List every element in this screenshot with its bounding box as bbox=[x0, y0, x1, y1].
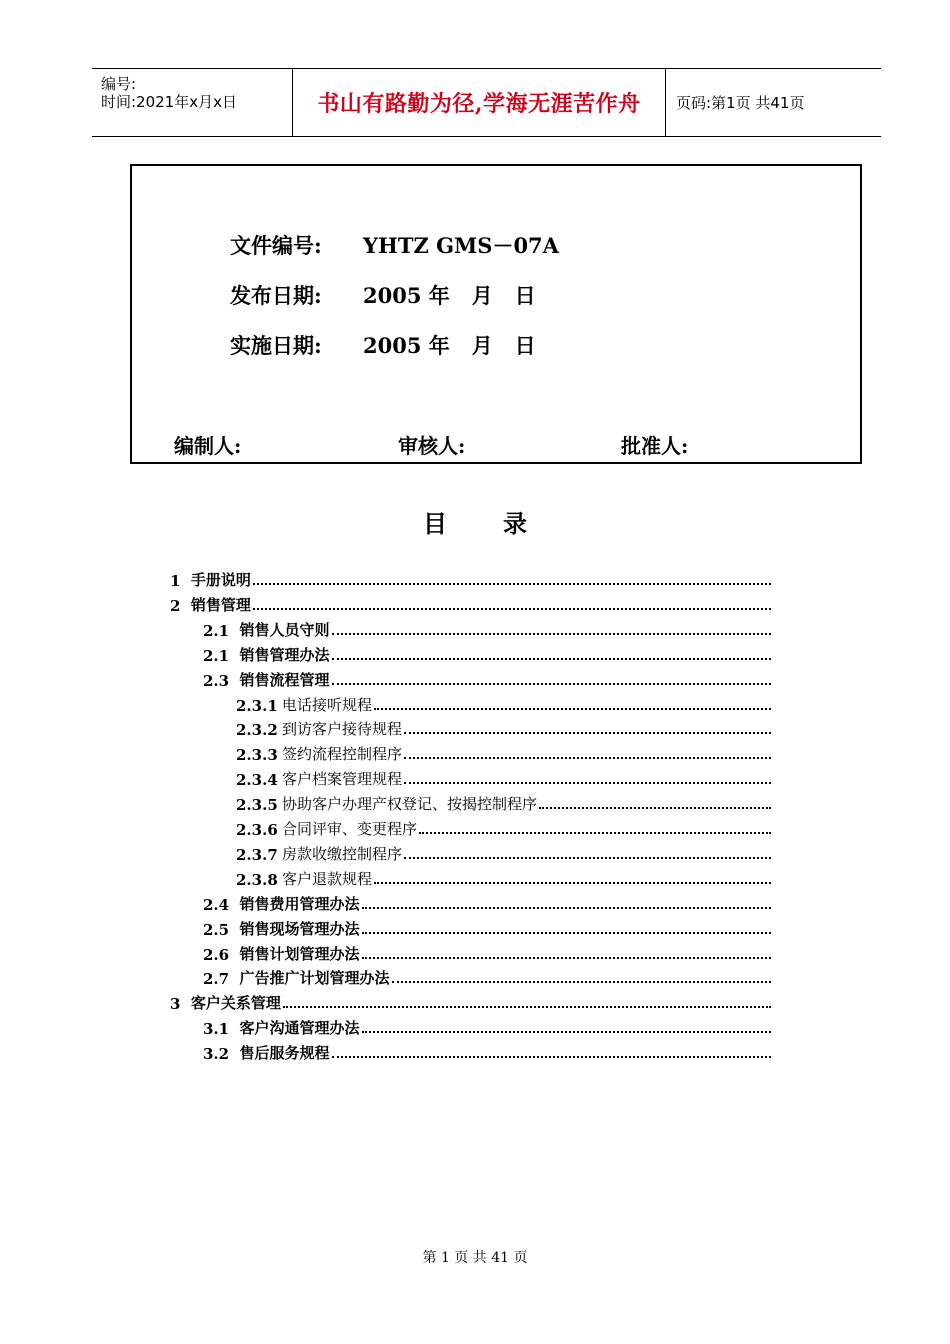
header-meta bbox=[92, 69, 293, 136]
toc-entry-number: 2.3.8 bbox=[236, 870, 278, 889]
toc-entry-title: 销售费用管理办法 bbox=[239, 894, 360, 913]
toc-dot-leader bbox=[392, 981, 771, 983]
toc-entry-title: 合同评审、变更程序 bbox=[282, 820, 418, 838]
toc-dot-leader bbox=[362, 1031, 771, 1033]
reviewer-label: 审核人: bbox=[398, 434, 466, 458]
toc-entry-title: 房款收缴控制程序 bbox=[282, 844, 403, 863]
toc-entry[interactable] bbox=[236, 867, 771, 889]
toc-dot-leader bbox=[283, 1006, 771, 1008]
header-page-info: 页码:第1页 共41页 bbox=[676, 94, 805, 112]
toc-dot-leader bbox=[419, 832, 771, 834]
approver-label: 批准人: bbox=[621, 434, 689, 458]
toc-dot-leader bbox=[332, 658, 771, 660]
toc-dot-leader bbox=[362, 957, 771, 959]
toc-entry-number: 2.3.2 bbox=[236, 721, 278, 740]
toc-entry[interactable] bbox=[236, 717, 771, 739]
header-time: 时间:2021年x月x日 bbox=[101, 93, 237, 111]
toc-entry-number: 2.6 bbox=[203, 945, 240, 964]
toc-dot-leader bbox=[374, 882, 771, 884]
toc-entry[interactable] bbox=[203, 668, 771, 690]
toc-entry-title: 到访客户接待规程 bbox=[282, 720, 403, 739]
toc-entry-number: 2.3.3 bbox=[236, 746, 278, 765]
header-motto: 书山有路勤为径,学海无涯苦作舟 bbox=[317, 91, 641, 117]
toc-entry[interactable] bbox=[203, 917, 771, 939]
header-number-label: 编号: bbox=[101, 75, 137, 93]
page-footer: 第 1 页 共 41 页 bbox=[422, 1250, 528, 1266]
toc-entry-title: 销售流程管理 bbox=[239, 670, 330, 689]
document-info-box bbox=[130, 164, 862, 464]
toc-entry-number: 1 bbox=[170, 572, 191, 590]
toc-entry[interactable] bbox=[170, 568, 771, 590]
toc-dot-leader bbox=[332, 1056, 771, 1058]
toc-entry-title: 广告推广计划管理办法 bbox=[239, 969, 390, 988]
toc-entry-number: 3 bbox=[170, 995, 191, 1014]
toc-entry-number: 2.3.6 bbox=[236, 821, 278, 839]
toc-entry[interactable] bbox=[203, 1016, 771, 1038]
toc-entry-number: 2.3.5 bbox=[236, 796, 278, 815]
toc-entry-title: 客户沟通管理办法 bbox=[239, 1019, 360, 1038]
toc-entry-title: 销售计划管理办法 bbox=[239, 944, 360, 963]
toc-entry-title: 销售人员守则 bbox=[239, 620, 330, 639]
toc-entry-title: 手册说明 bbox=[190, 571, 251, 589]
toc-entry-title: 销售现场管理办法 bbox=[239, 919, 360, 938]
toc-dot-leader bbox=[539, 807, 771, 809]
toc-entry-number: 3.2 bbox=[203, 1045, 240, 1064]
release-date-label: 发布日期: bbox=[230, 283, 322, 308]
toc-entry-number: 2.3.7 bbox=[236, 845, 278, 864]
toc-entry-title: 签约流程控制程序 bbox=[282, 745, 403, 764]
toc-entry[interactable] bbox=[203, 892, 771, 914]
toc-dot-leader bbox=[404, 782, 771, 784]
toc-entry-title: 客户退款规程 bbox=[282, 869, 373, 888]
toc-entry[interactable] bbox=[236, 842, 771, 864]
toc-dot-leader bbox=[404, 732, 771, 734]
toc-dot-leader bbox=[404, 857, 771, 859]
doc-number-value: YHTZ GMS－07A bbox=[363, 233, 559, 258]
toc-entry-title: 电话接听规程 bbox=[282, 695, 373, 714]
toc-entry-title: 客户档案管理规程 bbox=[282, 770, 403, 789]
toc-dot-leader bbox=[404, 757, 771, 759]
toc-dot-leader bbox=[332, 683, 771, 685]
toc-entry-title: 销售管理 bbox=[190, 595, 251, 614]
toc-entry[interactable] bbox=[170, 593, 771, 615]
toc-entry-number: 2.3.1 bbox=[236, 696, 278, 715]
compiler-label: 编制人: bbox=[174, 434, 242, 458]
effective-date-value: 2005 年 月 日 bbox=[363, 333, 536, 358]
toc-dot-leader bbox=[332, 633, 771, 635]
toc-entry-title: 客户关系管理 bbox=[190, 994, 281, 1013]
toc-entry-number: 2 bbox=[170, 596, 191, 615]
toc-entry-number: 2.3 bbox=[203, 671, 240, 690]
toc-dot-leader bbox=[253, 608, 771, 610]
doc-number-row bbox=[230, 230, 559, 260]
toc-dot-leader bbox=[362, 907, 771, 909]
effective-date-label: 实施日期: bbox=[230, 333, 322, 358]
toc-title: 目录 bbox=[423, 509, 583, 538]
toc-entry[interactable] bbox=[203, 618, 771, 640]
release-date-row bbox=[230, 280, 536, 310]
toc-entry[interactable] bbox=[203, 942, 771, 964]
effective-date-row bbox=[230, 330, 536, 360]
toc-entry[interactable] bbox=[203, 966, 771, 988]
toc-dot-leader bbox=[362, 932, 771, 934]
doc-number-label: 文件编号: bbox=[230, 233, 322, 258]
toc-entry[interactable] bbox=[170, 991, 771, 1013]
toc-entry-number: 2.4 bbox=[203, 895, 240, 914]
release-date-value: 2005 年 月 日 bbox=[363, 283, 536, 308]
toc-entry[interactable] bbox=[203, 643, 771, 665]
toc-entry-number: 2.1 bbox=[203, 621, 240, 640]
toc-entry[interactable] bbox=[236, 693, 771, 715]
page-header bbox=[92, 68, 881, 137]
toc-entry-title: 协助客户办理产权登记、按揭控制程序 bbox=[282, 795, 538, 814]
header-motto-cell bbox=[293, 69, 666, 136]
toc-entry-title: 售后服务规程 bbox=[239, 1044, 330, 1063]
toc-entry-number: 3.1 bbox=[203, 1020, 240, 1039]
toc-entry[interactable] bbox=[236, 767, 771, 789]
toc-entry[interactable] bbox=[236, 792, 771, 814]
toc-entry-number: 2.1 bbox=[203, 646, 240, 665]
toc-entry-title: 销售管理办法 bbox=[239, 645, 330, 664]
toc-entry-number: 2.5 bbox=[203, 920, 240, 939]
toc-entry[interactable] bbox=[203, 1041, 771, 1063]
toc-entry-number: 2.7 bbox=[203, 970, 240, 989]
toc-entry-number: 2.3.4 bbox=[236, 771, 278, 790]
toc-dot-leader bbox=[374, 708, 771, 710]
toc-dot-leader bbox=[253, 583, 771, 585]
toc-entry[interactable] bbox=[236, 817, 771, 839]
toc-entry[interactable] bbox=[236, 742, 771, 764]
